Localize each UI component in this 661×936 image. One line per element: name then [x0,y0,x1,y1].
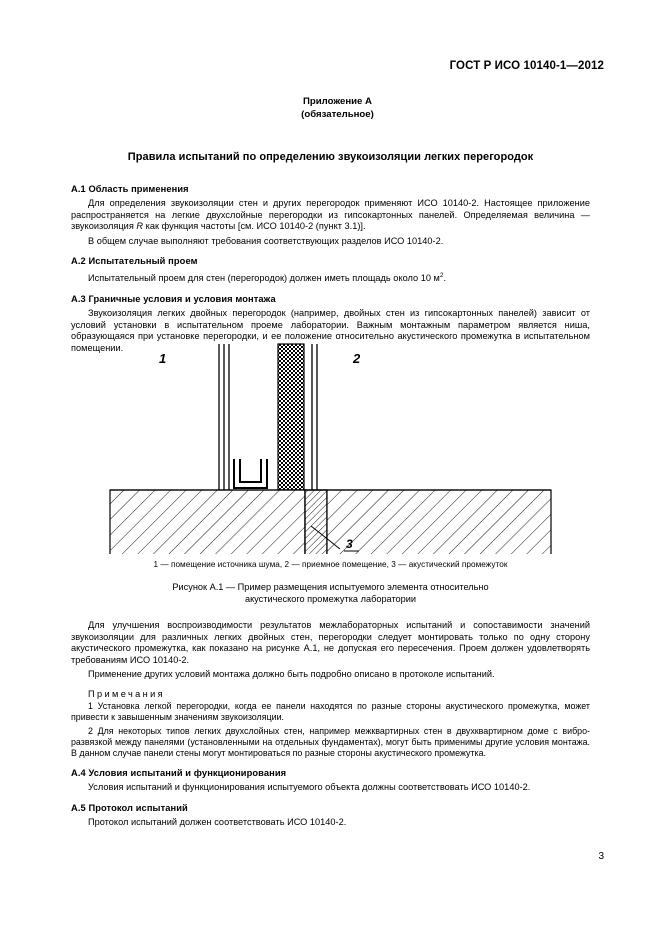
annex-heading-block [0,96,661,121]
a1-p1-part1: Для определения звукоизоляции стен и других перегородок применяют ИСО 10140-2. Настоящее приложение распространяется на легкие двухслойные перегородки из гипсокартонных панелей. Определяемая величина — звукоизоляция [71,198,590,232]
section-a1-heading: А.1 Область применения [71,184,189,194]
notes-heading: Примечания [88,688,166,699]
annex-label: Приложение А [303,96,372,107]
figure-caption-line-2: акустического промежутка лаборатории [244,594,417,604]
a2-p1-part2: . [443,273,447,284]
a1-p1-part2: как функция частоты [см. ИСО 10140-2 (пункт 3.1)]. [143,221,366,232]
acoustic-gap [305,490,327,554]
figure-legend: 1 — помещение источника шума, 2 — приемное помещение, 3 — акустический промежуток [153,560,508,569]
figure-a1-drawing [91,336,571,554]
a2-p1-part1: Испытательный проем для стен (перегородок) должен иметь площадь около 10 м [88,273,440,284]
cavity-insulation [278,344,304,490]
left-gypsum-leaf [219,344,229,490]
section-a5-paragraph-1: Протокол испытаний должен соответствовать ИСО 10140-2. [88,817,347,828]
section-a1-paragraph-2: В общем случае выполняют требования соответствующих разделов ИСО 10140-2. [88,235,444,246]
standard-header: ГОСТ Р ИСО 10140-1—2012 [449,60,604,72]
content-upper [71,184,590,357]
section-a2-paragraph-1 [71,270,590,285]
section-a1-paragraph-1 [71,198,590,233]
figure-caption [0,581,661,605]
floor-slab-left [110,490,305,554]
note-1: 1 Установка легкой перегородки, когда ее панели находятся по разные стороны акустического промежутка, может привести к завышенным значениям звукоизоляции. [71,700,590,723]
a1-p1-italic-R: R [136,221,144,232]
annex-title: Правила испытаний по определению звукоизоляции легких перегородок [127,151,534,163]
section-a3-paragraph-3: Применение других условий монтажа должно быть подробно описано в протоколе испытаний. [88,669,495,680]
figure-label-1: 1 [158,351,166,366]
figure-a1 [0,336,661,605]
figure-label-2: 2 [352,351,360,366]
page-number: 3 [598,851,604,862]
note-2: 2 Для некоторых типов легких двухслойных стен, например межквартирных стен в двухквартирном доме с виброразвязкой между панелями (установленными на отдельных фундаментах), могут быть применимы другие условия монтажа. В данном случае панели стены могут монтироваться по разные стороны акустического промежутка. [71,725,590,759]
section-a4-paragraph-1: Условия испытаний и функционирования испытуемого объекта должны соответствовать ИСО 10140-2. [88,782,531,793]
section-a4-heading: А.4 Условия испытаний и функционирования [71,768,287,779]
metal-stud-profile [234,459,267,488]
right-gypsum-leaf [312,344,317,490]
figure-caption-line-1: Рисунок А.1 — Пример размещения испытуемого элемента относительно [172,582,489,592]
section-a3-paragraph-1: Звукоизоляция легких двойных перегородок (например, двойных стен из гипсокартонных панелей) зависит от условий установки в испытательном проеме лаборатории. Важным монтажным параметром является ниша, образующаяся при установке перегородки, и ее положение относительно акустического промежутка в испытательном помещении. [71,308,590,353]
figure-label-3: 3 [345,537,353,551]
a2-p1-superscript: 2 [439,272,444,280]
section-a2-heading: А.2 Испытательный проем [71,256,198,267]
content-lower [71,620,590,832]
floor-slab-right [327,490,551,554]
annex-status: (обязательное) [301,108,374,120]
section-a3-heading: А.3 Граничные условия и условия монтажа [71,294,276,305]
section-a3-paragraph-2: Для улучшения воспроизводимости результатов межлабораторных испытаний и сопоставимости значений звукоизоляции для различных легких двойных стен, перегородки следует монтировать только по одну сторону акустического промежутка, как показано на рисунке А.1, не допуская его пересечения. Проем должен удовлетворять требованиям ИСО 10140-2. [71,620,590,665]
section-a5-heading: А.5 Протокол испытаний [71,803,188,814]
